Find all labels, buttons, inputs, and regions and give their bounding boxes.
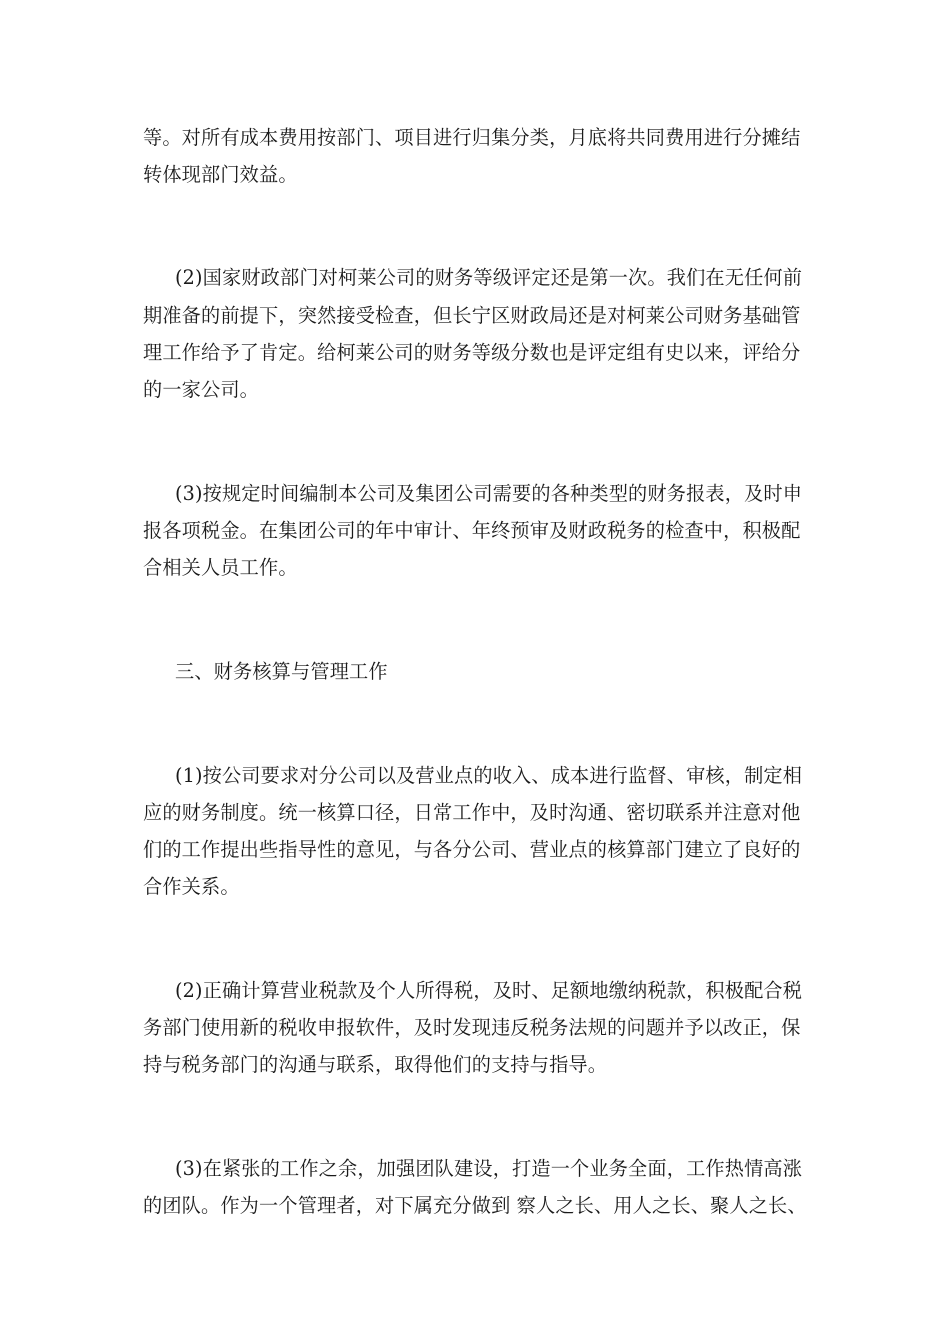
paragraph-5-line-3: 持与税务部门的沟通与联系，取得他们的支持与指导。 — [143, 1053, 608, 1076]
paragraph-4-line-1: (1)按公司要求对分公司以及营业点的收入、成本进行监督、审核，制定相 — [175, 764, 803, 787]
paragraph-2-line-2: 期准备的前提下，突然接受检查，但长宁区财政局还是对柯莱公司财务基础管 — [143, 304, 801, 327]
paragraph-4-line-3: 们的工作提出些指导性的意见，与各分公司、营业点的核算部门建立了良好的 — [143, 838, 801, 861]
paragraph-1-line-1: 等。对所有成本费用按部门、项目进行归集分类，月底将共同费用进行分摊结 — [143, 126, 801, 149]
paragraph-4-line-2: 应的财务制度。统一核算口径，日常工作中，及时沟通、密切联系并注意对他 — [143, 801, 801, 824]
paragraph-1-line-2: 转体现部门效益。 — [143, 163, 298, 186]
paragraph-3-line-3: 合相关人员工作。 — [143, 556, 298, 579]
paragraph-3-line-2: 报各项税金。在集团公司的年中审计、年终预审及财政税务的检查中，积极配 — [143, 519, 801, 542]
paragraph-3-line-1: (3)按规定时间编制本公司及集团公司需要的各种类型的财务报表，及时申 — [175, 482, 803, 505]
paragraph-6-line-1: (3)在紧张的工作之余，加强团队建设，打造一个业务全面，工作热情高涨 — [175, 1157, 803, 1180]
section-heading: 三、财务核算与管理工作 — [175, 660, 388, 683]
paragraph-6-line-2: 的团队。作为一个管理者，对下属充分做到 察人之长、用人之长、聚人之长、 — [143, 1194, 807, 1217]
paragraph-4-line-4: 合作关系。 — [143, 875, 240, 898]
paragraph-2-line-1: (2)国家财政部门对柯莱公司的财务等级评定还是第一次。我们在无任何前 — [175, 266, 803, 289]
paragraph-5-line-2: 务部门使用新的税收申报软件，及时发现违反税务法规的问题并予以改正，保 — [143, 1016, 801, 1039]
paragraph-5-line-1: (2)正确计算营业税款及个人所得税，及时、足额地缴纳税款，积极配合税 — [175, 979, 803, 1002]
paragraph-2-line-4: 的一家公司。 — [143, 378, 260, 401]
paragraph-2-line-3: 理工作给予了肯定。给柯莱公司的财务等级分数也是评定组有史以来，评给分 — [143, 341, 801, 364]
